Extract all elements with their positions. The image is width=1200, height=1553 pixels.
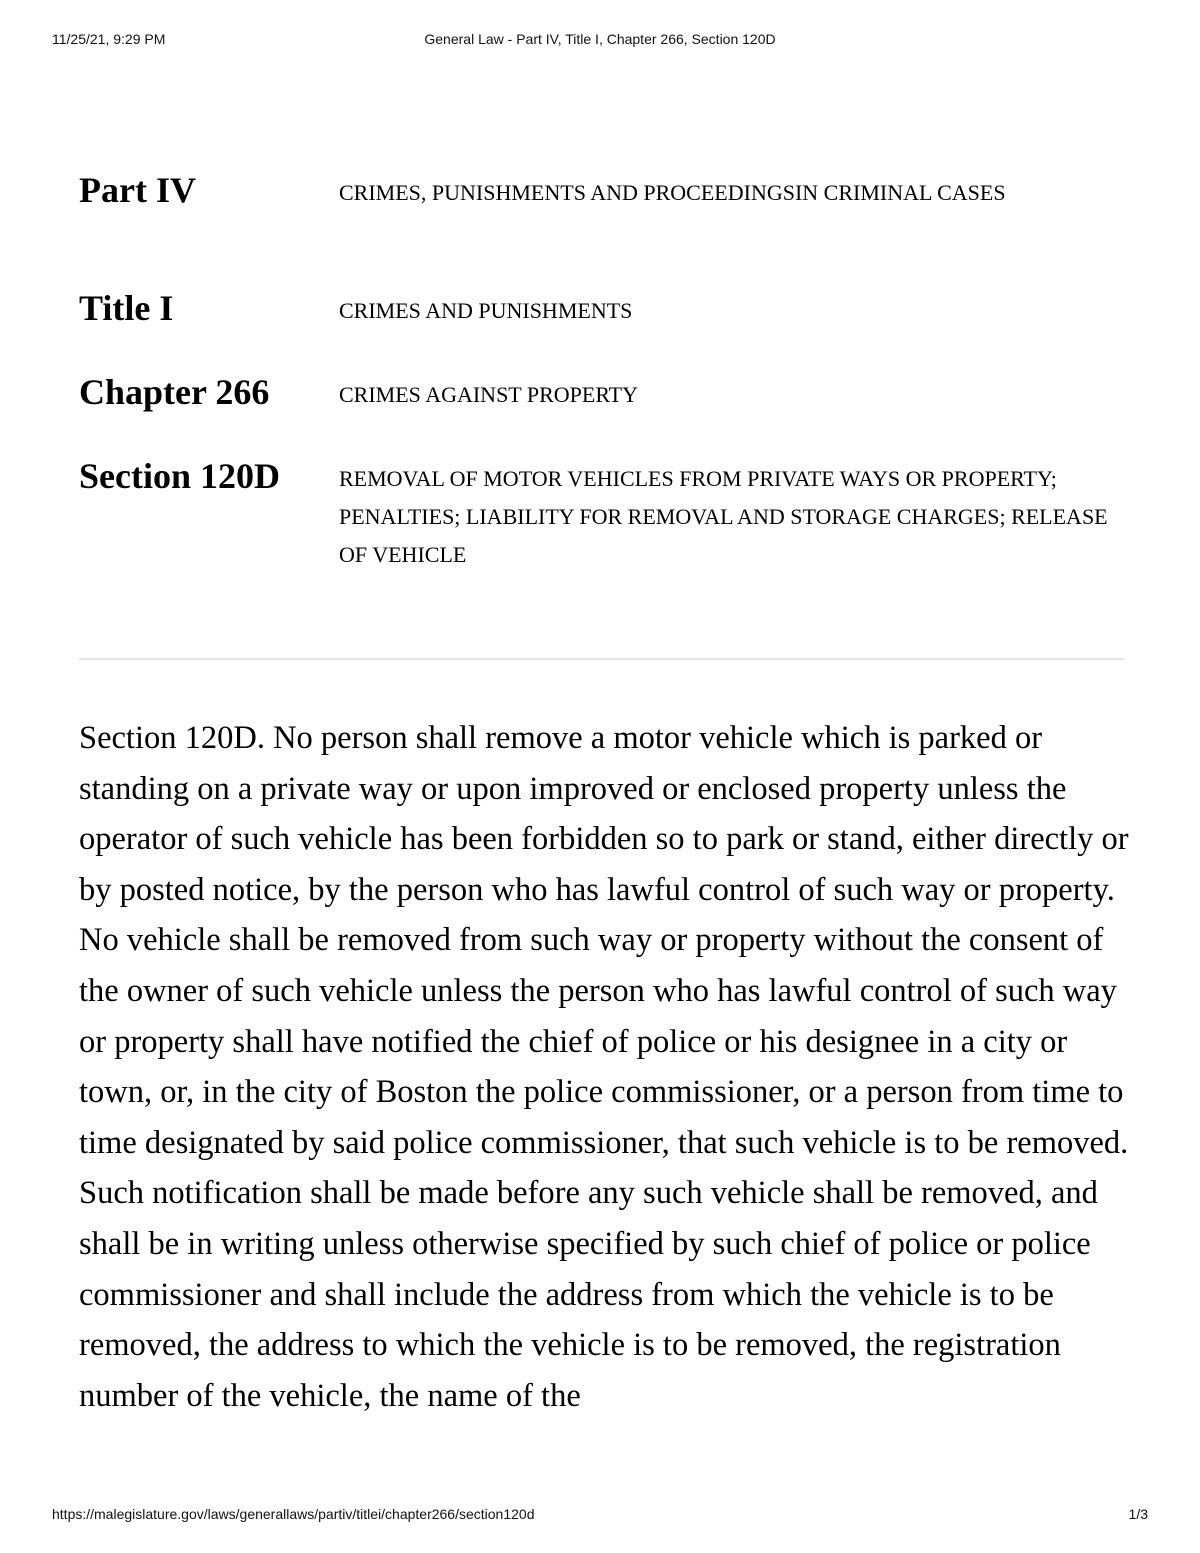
heading-row-title [79,286,1124,370]
print-datetime: 11/25/21, 9:29 PM [52,31,166,47]
section-heading-table [79,168,1124,584]
section-value: REMOVAL OF MOTOR VEHICLES FROM PRIVATE WAYS OR PROPERTY; PENALTIES; LIABILITY FOR REMOVAL AND STORAGE CHARGES; RELEASE OF VEHICLE [339,466,1108,567]
print-url: https://malegislature.gov/laws/generallaws/partiv/titlei/chapter266/section120d [52,1506,535,1522]
part-value: CRIMES, PUNISHMENTS AND PROCEEDINGSIN CRIMINAL CASES [339,180,1006,205]
section-label: Section 120D [79,456,280,496]
chapter-label: Chapter 266 [79,372,270,412]
divider [79,658,1124,660]
section-body-text: Section 120D. No person shall remove a motor vehicle which is parked or standing on a private way or upon improved or enclosed property unless the operator of such vehicle has been forbidden so to park or stand, either directly or by posted notice, by the person who has lawful control of such way or property. No vehicle shall be removed from such way or property without the consent of the owner of such vehicle unless the person who has lawful control of such way or property shall have notified the chief of police or his designee in a city or town, or, in the city of Boston the police commissioner, or a person from time to time designated by said police commissioner, that such vehicle is to be removed. Such notification shall be made before any such vehicle shall be removed, and shall be in writing unless otherwise specified by such chief of police or police commissioner and shall include the address from which the vehicle is to be removed, the address to which the vehicle is to be removed, the registration number of the vehicle, the name of the [79,720,1129,1414]
heading-row-section [79,454,1124,584]
print-page-title: General Law - Part IV, Title I, Chapter 266, Section 120D [424,31,776,47]
print-page-number: 1/3 [1128,1506,1148,1522]
title-label: Title I [79,288,174,328]
heading-row-part [79,168,1124,286]
title-value: CRIMES AND PUNISHMENTS [339,298,633,323]
part-label: Part IV [79,170,196,210]
chapter-value: CRIMES AGAINST PROPERTY [339,382,638,407]
heading-row-chapter [79,370,1124,454]
print-header [0,31,1200,51]
print-footer [0,1506,1200,1526]
